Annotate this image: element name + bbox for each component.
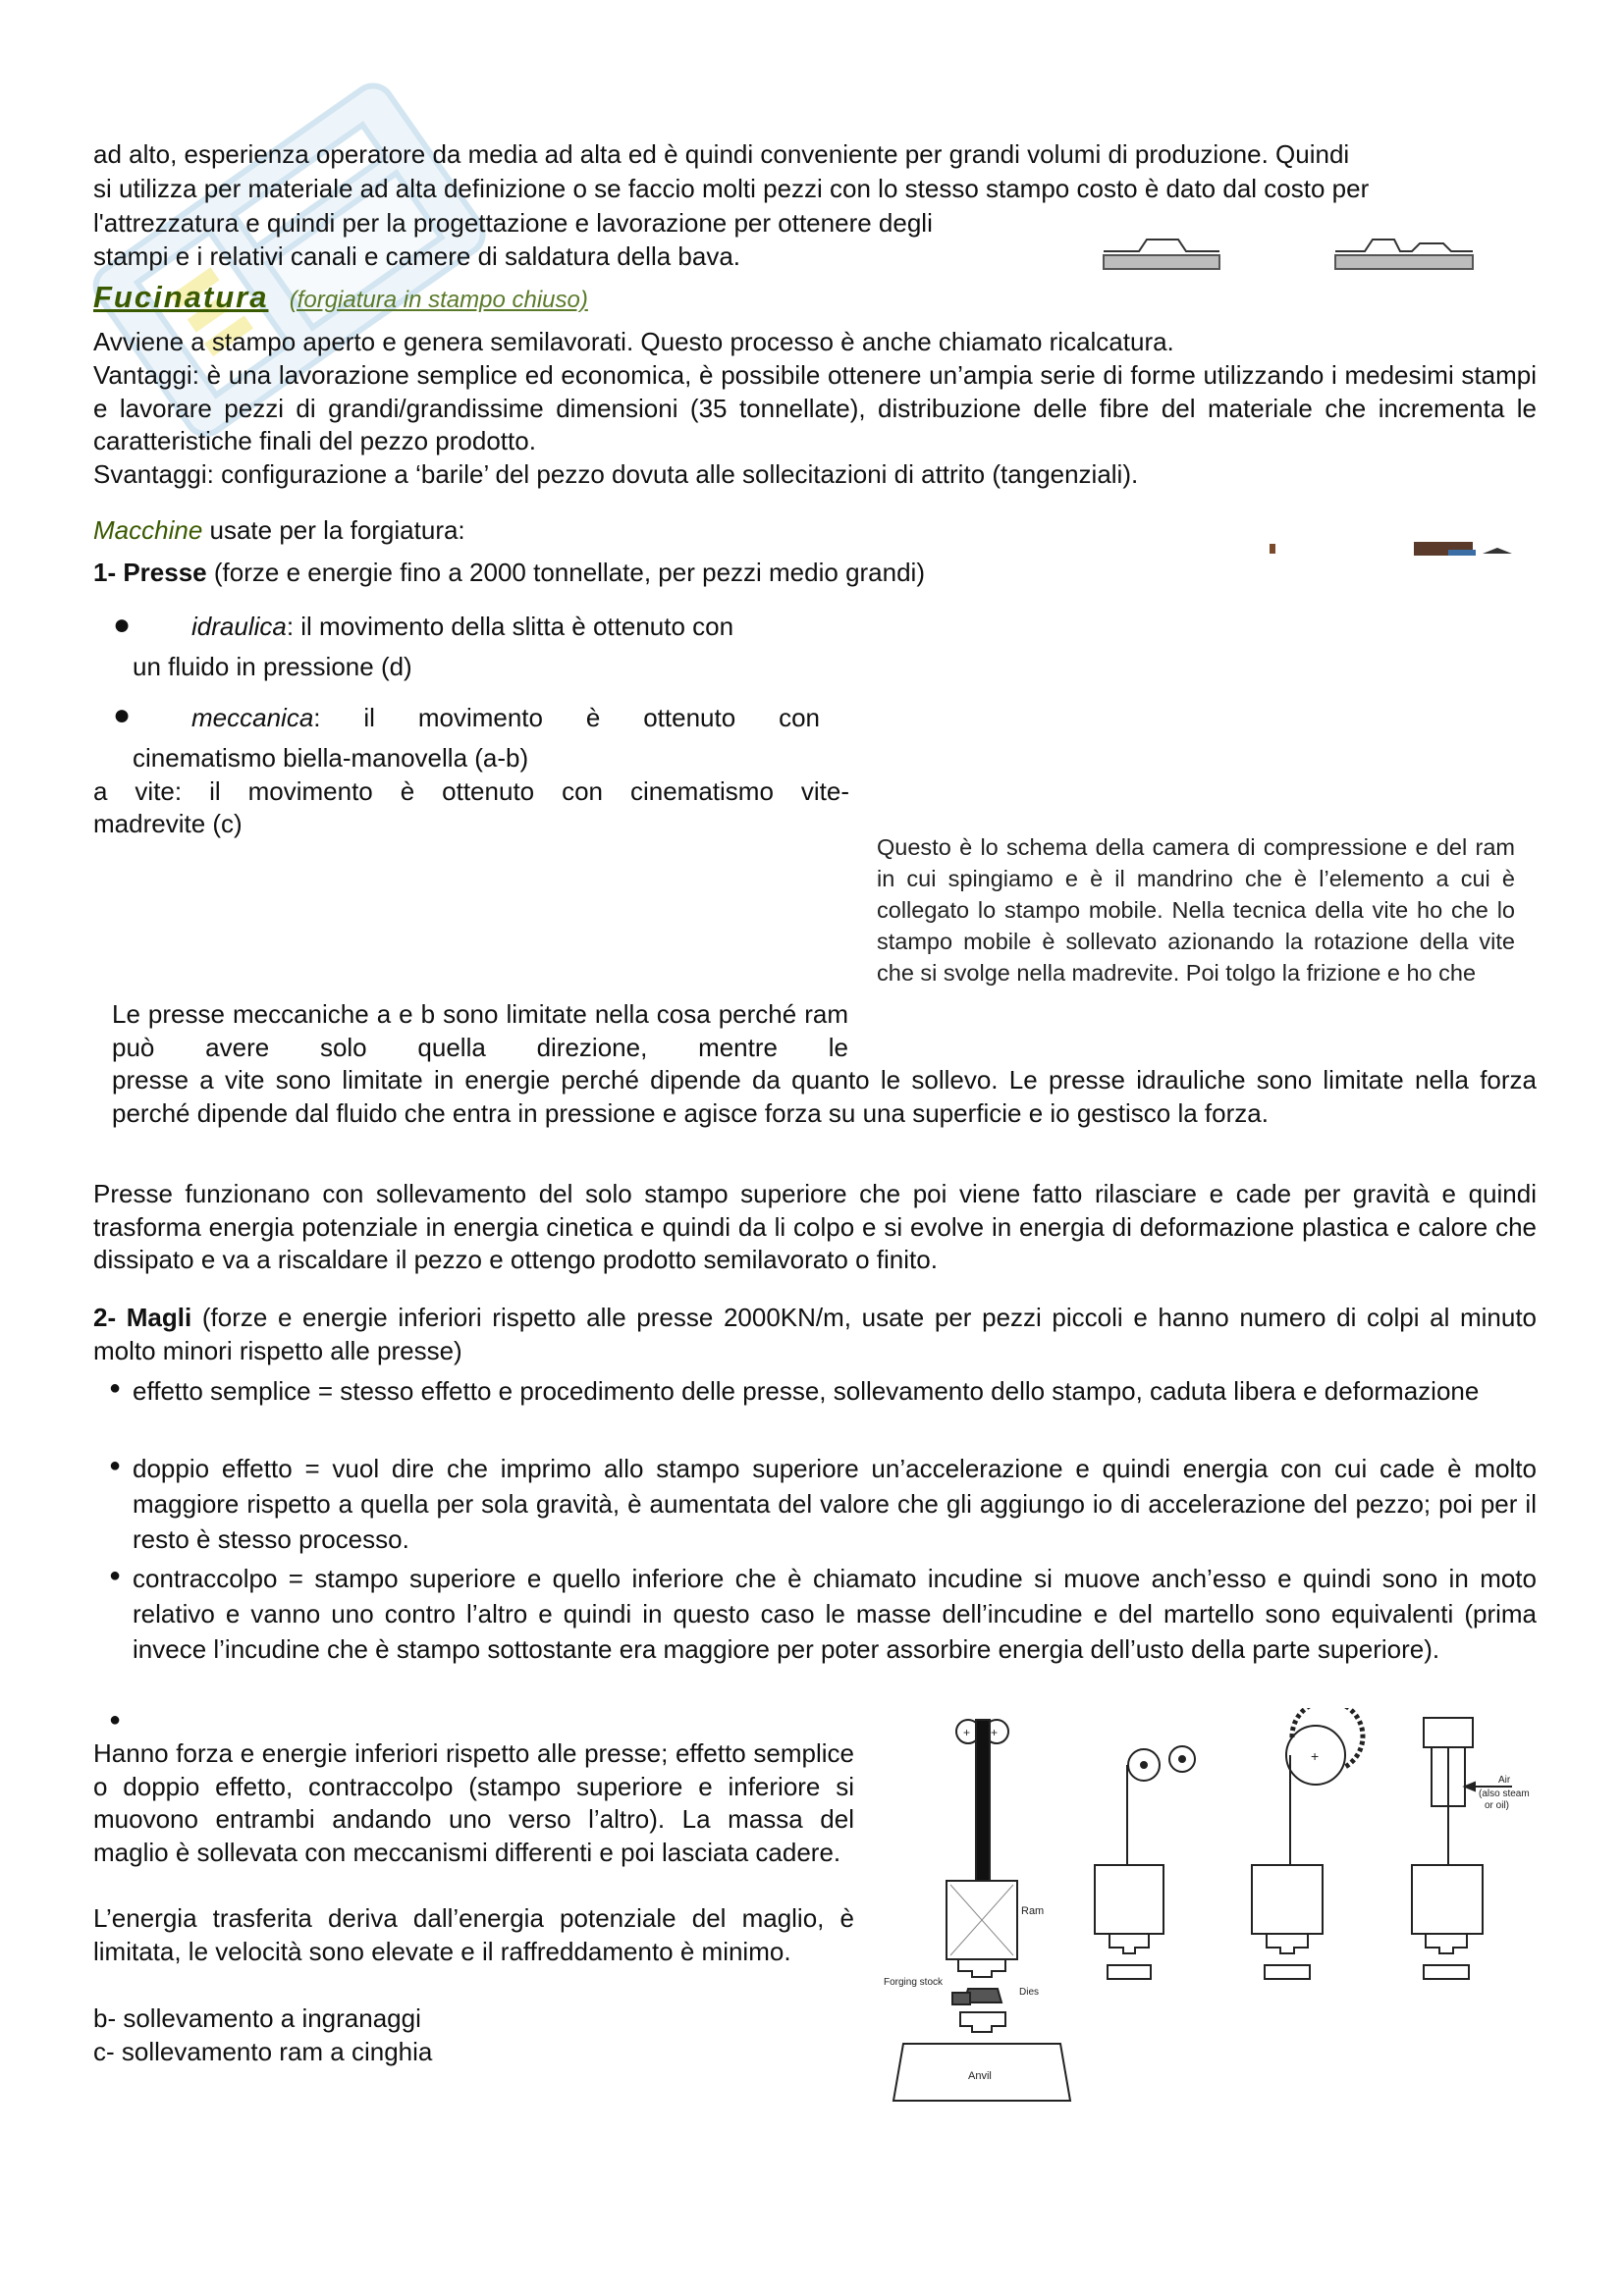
meccanica-em: meccanica xyxy=(191,703,314,732)
meccanica-rest: : il movimento è ottenuto con xyxy=(313,703,820,732)
machines-intro-rest: usate per la forgiatura: xyxy=(202,515,465,545)
bullet-dot-magli-1: ● xyxy=(109,1377,122,1399)
hammer-b-gear-lift xyxy=(1095,1746,1195,1979)
presse-number: 1- xyxy=(93,558,124,587)
magli-c: c- sollevamento ram a cinghia xyxy=(93,2037,433,2066)
bullet-dot-idraulica: ● xyxy=(113,609,132,641)
meccanica-line-1 xyxy=(191,702,820,734)
idraulica-line-2: un fluido in pressione (d) xyxy=(133,652,412,681)
press-diagram-fragment xyxy=(1262,538,1527,558)
svg-text:+: + xyxy=(991,1726,999,1739)
label-forging-stock: Forging stock xyxy=(884,1977,944,1988)
svg-text:+: + xyxy=(1311,1748,1320,1764)
label-air-1: Air xyxy=(1498,1775,1511,1786)
label-anvil: Anvil xyxy=(968,2070,992,2082)
magli-heading xyxy=(93,1302,1537,1367)
label-dies: Dies xyxy=(1019,1987,1040,1998)
presse-title: Presse xyxy=(123,558,207,587)
magli-item-1: effetto semplice = stesso effetto e procedimento delle presse, sollevamento dello stampo, caduta libera e deformazione xyxy=(133,1376,1480,1406)
machines-intro xyxy=(93,514,465,547)
presse-heading xyxy=(93,557,925,589)
die-cross-section-illustration xyxy=(1100,234,1532,283)
bullet-dot-meccanica: ● xyxy=(113,699,132,731)
magli-b: b- sollevamento a ingranaggi xyxy=(93,2003,421,2033)
presse-description: (forze e energie fino a 2000 tonnellate, per pezzi medio grandi) xyxy=(206,558,925,587)
limits-paragraph-b: presse a vite sono limitate in energie perché dipende da quanto le sollevo. Le presse idrauliche sono limitate nella forza perché dipende dal fluido che entra in pressione e agisce forza su una superficie e io gestisco la forza. xyxy=(112,1065,1537,1128)
section-subtitle: (forgiatura in stampo chiuso) xyxy=(289,287,588,313)
label-air-2: (also steam xyxy=(1479,1789,1530,1799)
intro-line-2: si utilizza per materiale ad alta definizione o se faccio molti pezzi con lo stesso stampo costo è dato dal costo per xyxy=(93,174,1370,203)
magli-summary: Hanno forza e energie inferiori rispetto alle presse; effetto semplice o doppio effetto, contraccolpo (stampo superiore e inferiore si muovono entrambi andando uno verso l’altro). La massa del maglio è sollevata con meccanismi differenti e poi lasciata cadere. xyxy=(93,1738,854,1867)
section-title: Fucinatura xyxy=(93,280,269,314)
vite-line-2: madrevite (c) xyxy=(93,809,243,838)
limits-paragraph-a: Le presse meccaniche a e b sono limitate nella cosa perché ram può avere solo quella direzione, mentre le xyxy=(112,999,848,1062)
magli-item-2: doppio effetto = vuol dire che imprimo allo stampo superiore un’accelerazione e quindi energia con cui cade è molto maggiore rispetto a quella per sola gravità, è aumentata del valore che gli aggiungo io di accelerazione del pezzo; poi per il resto è stesso processo. xyxy=(133,1454,1537,1554)
description-line-1: Avviene a stampo aperto e genera semilavorati. Questo processo è anche chiamato ricalcatura. xyxy=(93,327,1174,356)
magli-title: Magli xyxy=(126,1303,192,1332)
magli-description: (forze e energie inferiori rispetto alle presse 2000KN/m, usate per pezzi piccoli e hanno numero di colpi al minuto molto minori rispetto alle presse) xyxy=(93,1303,1538,1365)
magli-energy: L’energia trasferita deriva dall’energia potenziale del maglio, è limitata, le velocità sono elevate e il raffreddamento è minimo. xyxy=(93,1903,854,1966)
bullet-dot-magli-2: ● xyxy=(109,1455,122,1476)
idraulica-line-1 xyxy=(133,611,820,643)
bullet-dot-magli-3: ● xyxy=(109,1565,122,1586)
bullet-dot-empty: ● xyxy=(109,1709,122,1731)
magli-item-3: contraccolpo = stampo superiore e quello inferiore che è chiamato incudine si muove anch’esso e quindi sono in moto relativo e vanno uno contro l’altro e quindi in questo caso le masse dell’incudine e del martello sono equivalenti (prima invece l’incudine che è stampo sottostante era maggiore per poter assorbire energia dell’usto della parte superiore). xyxy=(133,1564,1537,1664)
machines-intro-em: Macchine xyxy=(93,515,203,545)
intro-line-1: ad alto, esperienza operatore da media ad alta ed è quindi conveniente per grandi volumi di produzione. Quindi xyxy=(93,139,1350,169)
description-svantaggi: Svantaggi: configurazione a ‘barile’ del pezzo dovuta alle sollecitazioni di attrito (tangenziali). xyxy=(93,459,1139,489)
vite-line-1: a vite: il movimento è ottenuto con cinematismo vite- xyxy=(93,776,849,806)
section-heading xyxy=(93,278,588,320)
idraulica-em: idraulica xyxy=(191,612,287,641)
label-air-3: or oil) xyxy=(1485,1800,1510,1811)
hammer-d-air-steam xyxy=(1412,1718,1512,1979)
presse-function-paragraph: Presse funzionano con sollevamento del solo stampo superiore che poi viene fatto rilasciare e cade per gravità e quindi trasforma energia potenziale in energia cinetica e quindi da li colpo e si evolve in energia di deformazione plastica e calore che dissipato e va a riscaldare il pezzo e ottengo prodotto semilavorato o finito. xyxy=(93,1179,1537,1274)
meccanica-line-2: cinematismo biella-manovella (a-b) xyxy=(133,743,529,773)
svg-text:+: + xyxy=(963,1726,971,1739)
intro-line-4: stampi e i relativi canali e camere di saldatura della bava. xyxy=(93,241,741,271)
hammer-c-belt-lift xyxy=(1252,1708,1363,1979)
idraulica-rest: : il movimento della slitta è ottenuto con xyxy=(286,612,734,641)
figure-caption: Questo è lo schema della camera di compressione e del ram in cui spingiamo e è il mandrino che è l’elemento a cui è collegato lo stampo mobile. Nella tecnica della vite ho che lo stampo mobile è sollevato azionando la rotazione della vite che si svolge nella madrevite. Poi tolgo la frizione e ho che xyxy=(877,834,1515,986)
label-ram: Ram xyxy=(1021,1905,1045,1917)
description-vantaggi: Vantaggi: è una lavorazione semplice ed economica, è possibile ottenere un’ampia serie di forme utilizzando i medesimi stampi e lavorare pezzi di grandi/grandissime dimensioni (35 tonnellate), distribuzione delle fibre del materiale che incrementa le caratteristiche finali del pezzo prodotto. xyxy=(93,360,1537,455)
magli-number: 2- xyxy=(93,1303,127,1332)
hammer-mechanisms-diagram xyxy=(874,1708,1561,2120)
intro-line-3: l'attrezzatura e quindi per la progettazione e lavorazione per ottenere degli xyxy=(93,208,933,238)
